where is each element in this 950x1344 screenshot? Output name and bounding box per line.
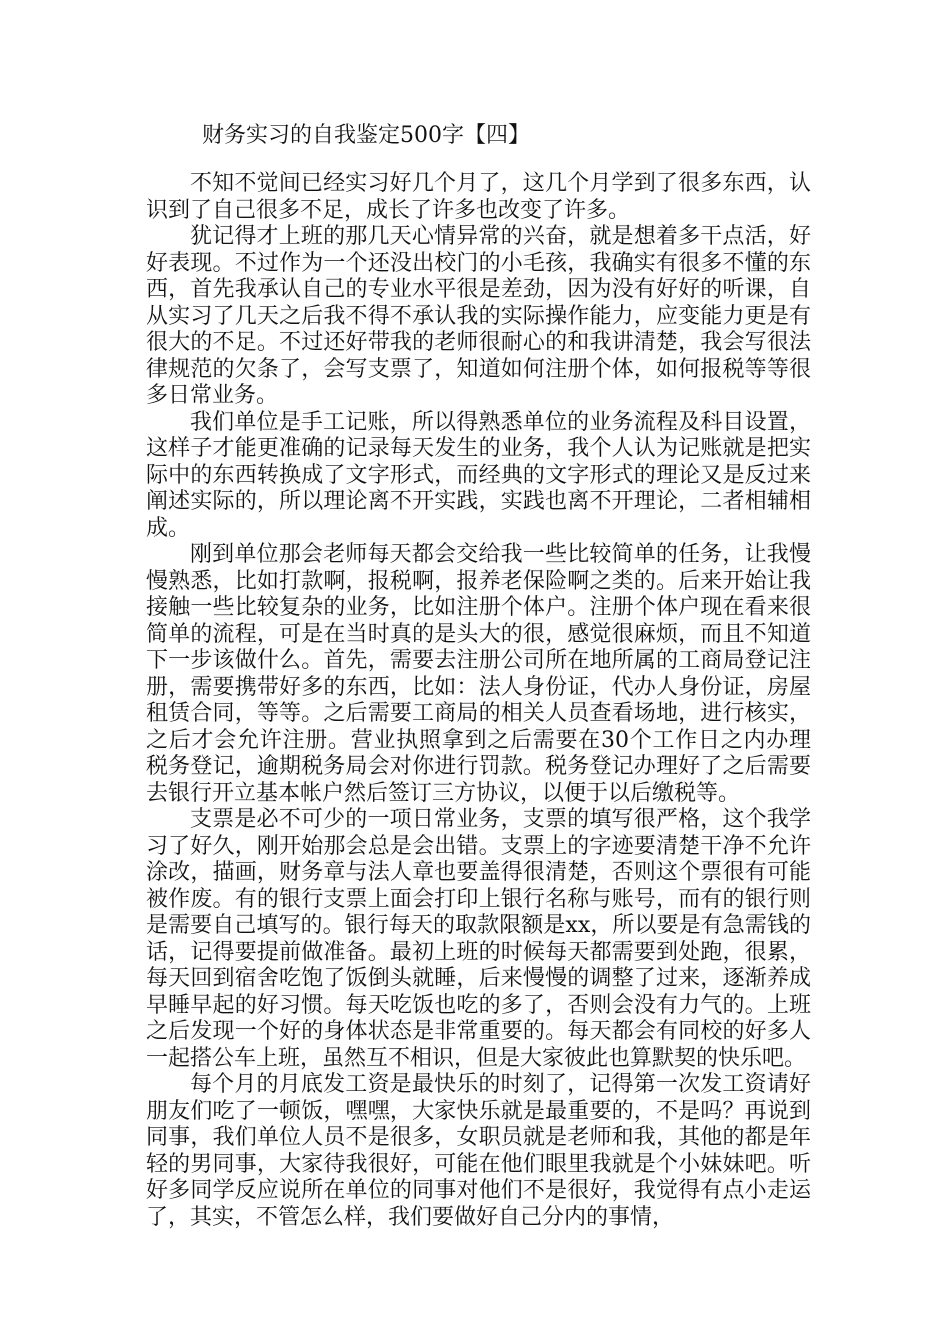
paragraph: 支票是必不可少的一项日常业务，支票的填写很严格，这个我学习了好久，刚开始那会总是会出错。支票上的字迹要清楚干净不允许涂改，描画，财务章与法人章也要盖得很清楚，否则这个票很有可能被作废。有的银行支票上面会打印上银行名称与账号，而有的银行则是需要自己填写的。银行每天的取款限额是xx，所以要是有急需钱的话，记得要提前做准备。最初上班的时候每天都需要到处跑，很累，每天回到宿舍吃饱了饭倒头就睡，后来慢慢的调整了过来，逐渐养成早睡早起的好习惯。每天吃饭也吃的多了，否则会没有力气的。上班之后发现一个好的身体状态是非常重要的。每天都会有同校的好多人一起搭公车上班，虽然互不相识，但是大家彼此也算默契的快乐吧。 xyxy=(146,807,811,1071)
document-title: 财务实习的自我鉴定500字【四】 xyxy=(202,123,530,148)
paragraph: 我们单位是手工记账，所以得熟悉单位的业务流程及科目设置，这样子才能更准确的记录每天发生的业务，我个人认为记账就是把实际中的东西转换成了文字形式，而经典的文字形式的理论又是反过来阐述实际的，所以理论离不开实践，实践也离不开理论，二者相辅相成。 xyxy=(146,409,811,541)
paragraph: 不知不觉间已经实习好几个月了，这几个月学到了很多东西，认识到了自己很多不足，成长了许多也改变了许多。 xyxy=(146,171,811,223)
document-body xyxy=(146,171,811,1231)
paragraph: 每个月的月底发工资是最快乐的时刻了，记得第一次发工资请好朋友们吃了一顿饭，嘿嘿，大家快乐就是最重要的，不是吗？再说到同事，我们单位人员不是很多，女职员就是老师和我，其他的都是年轻的男同事，大家待我很好，可能在他们眼里我就是个小妹妹吧。听好多同学反应说所在单位的同事对他们不是很好，我觉得有点小走运了，其实，不管怎么样，我们要做好自己分内的事情， xyxy=(146,1072,811,1230)
paragraph: 刚到单位那会老师每天都会交给我一些比较简单的任务，让我慢慢熟悉，比如打款啊，报税啊，报养老保险啊之类的。后来开始让我接触一些比较复杂的业务，比如注册个体户。注册个体户现在看来很简单的流程，可是在当时真的是头大的很，感觉很麻烦，而且不知道下一步该做什么。首先，需要去注册公司所在地所属的工商局登记注册，需要携带好多的东西，比如：法人身份证，代办人身份证，房屋租赁合同，等等。之后需要工商局的相关人员查看场地，进行核实，之后才会允许注册。营业执照拿到之后需要在30个工作日之内办理税务登记，逾期税务局会对你进行罚款。税务登记办理好了之后需要去银行开立基本帐户然后签订三方协议，以便于以后缴税等。 xyxy=(146,542,811,806)
paragraph: 犹记得才上班的那几天心情异常的兴奋，就是想着多干点活，好好表现。不过作为一个还没出校门的小毛孩，我确实有很多不懂的东西，首先我承认自己的专业水平很是差劲，因为没有好好的听课，自从实习了几天之后我不得不承认我的实际操作能力，应变能力更是有很大的不足。不过还好带我的老师很耐心的和我讲清楚，我会写很法律规范的欠条了，会写支票了，知道如何注册个体，如何报税等等很多日常业务。 xyxy=(146,224,811,408)
